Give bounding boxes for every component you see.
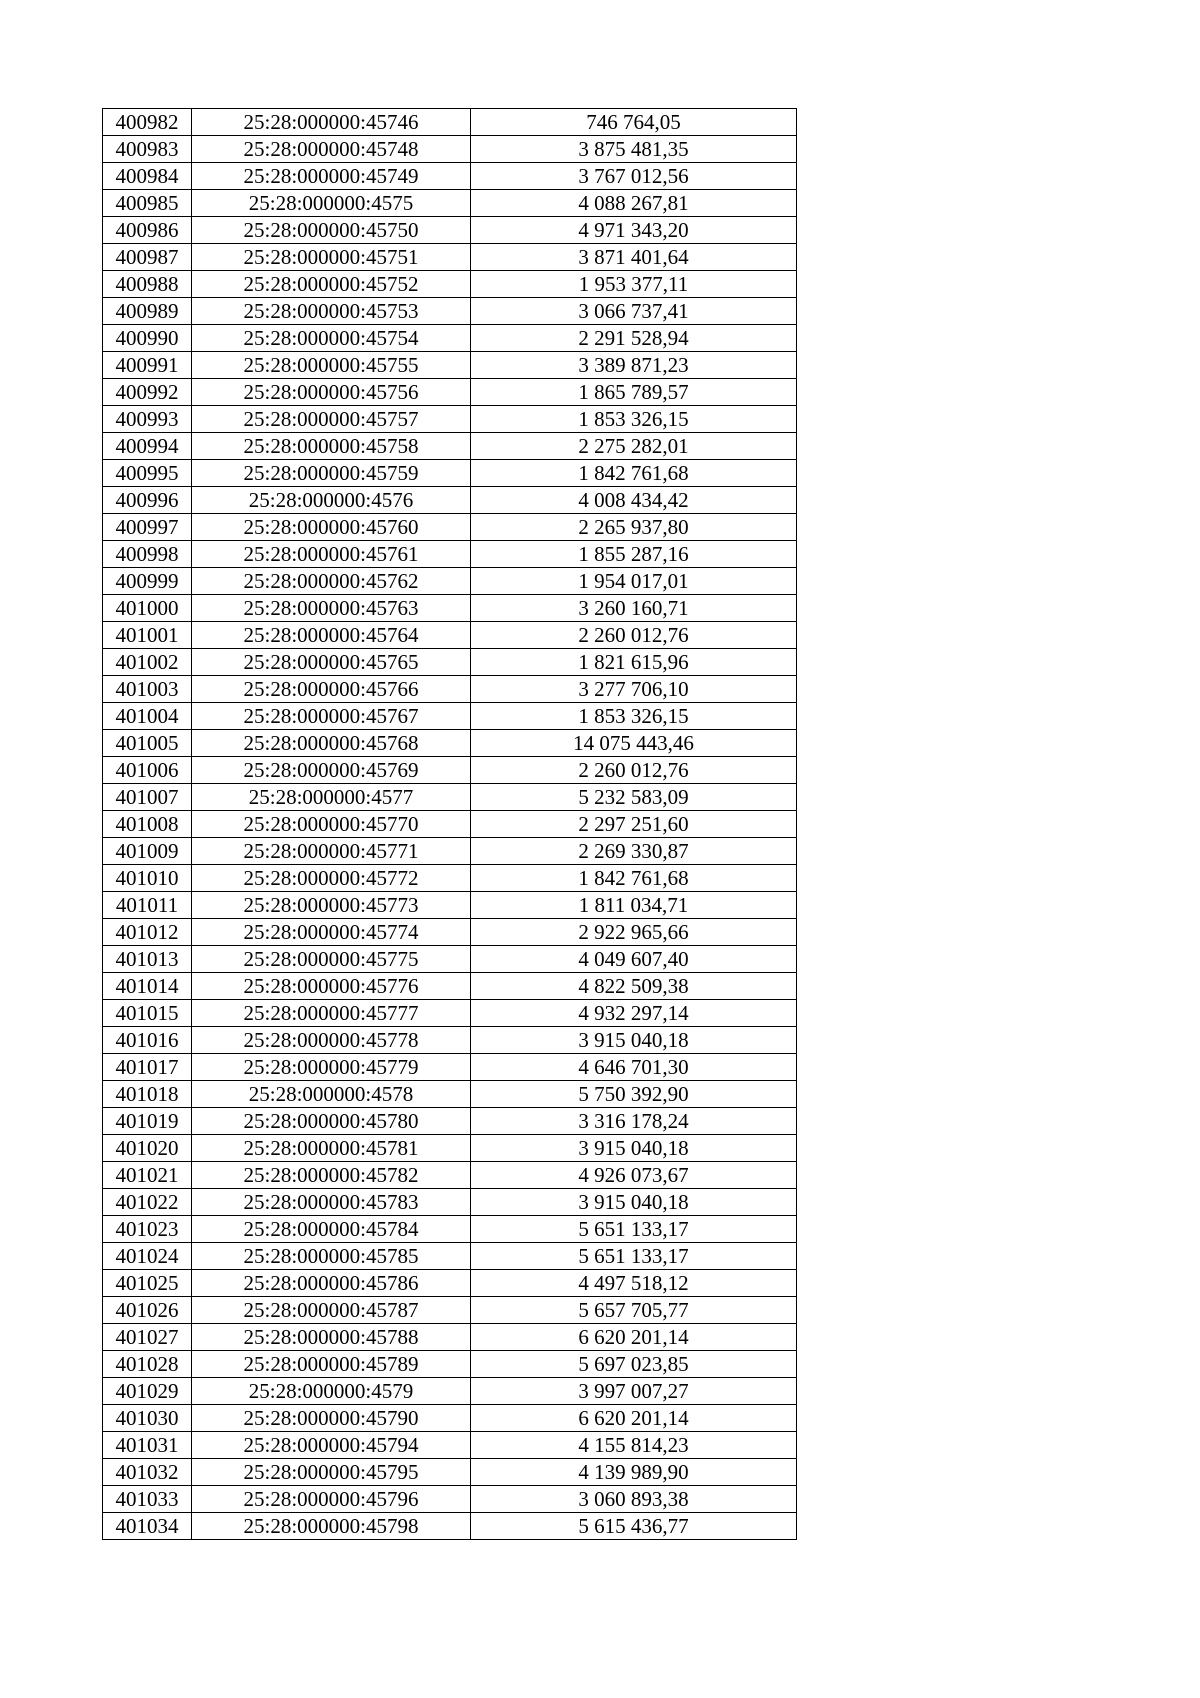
cadastral-number-cell: 25:28:000000:45759: [192, 460, 471, 487]
row-number-cell: 400993: [103, 406, 192, 433]
cadastral-value-cell: 1 842 761,68: [471, 460, 797, 487]
table-row: [103, 568, 797, 595]
cadastral-value-cell: 6 620 201,14: [471, 1324, 797, 1351]
cadastral-value-cell: 1 821 615,96: [471, 649, 797, 676]
cadastral-number-cell: 25:28:000000:45748: [192, 136, 471, 163]
table-row: [103, 244, 797, 271]
cadastral-value-cell: 4 139 989,90: [471, 1459, 797, 1486]
cadastral-number-cell: 25:28:000000:4575: [192, 190, 471, 217]
row-number-cell: 401001: [103, 622, 192, 649]
table-row: [103, 703, 797, 730]
row-number-cell: 400997: [103, 514, 192, 541]
cadastral-value-cell: 1 842 761,68: [471, 865, 797, 892]
table-row: [103, 1459, 797, 1486]
cadastral-value-table: [102, 108, 797, 1540]
row-number-cell: 400987: [103, 244, 192, 271]
table-row: [103, 730, 797, 757]
row-number-cell: 401027: [103, 1324, 192, 1351]
row-number-cell: 401029: [103, 1378, 192, 1405]
cadastral-number-cell: 25:28:000000:45750: [192, 217, 471, 244]
cadastral-number-cell: 25:28:000000:45772: [192, 865, 471, 892]
table-row: [103, 271, 797, 298]
table-row: [103, 1054, 797, 1081]
cadastral-value-cell: 5 750 392,90: [471, 1081, 797, 1108]
row-number-cell: 401031: [103, 1432, 192, 1459]
table-row: [103, 649, 797, 676]
row-number-cell: 401017: [103, 1054, 192, 1081]
cadastral-value-cell: 3 066 737,41: [471, 298, 797, 325]
row-number-cell: 400982: [103, 109, 192, 136]
row-number-cell: 401010: [103, 865, 192, 892]
row-number-cell: 400990: [103, 325, 192, 352]
cadastral-number-cell: 25:28:000000:45754: [192, 325, 471, 352]
cadastral-number-cell: 25:28:000000:45775: [192, 946, 471, 973]
cadastral-value-cell: 5 651 133,17: [471, 1216, 797, 1243]
cadastral-number-cell: 25:28:000000:45787: [192, 1297, 471, 1324]
table-row: [103, 784, 797, 811]
cadastral-value-cell: 4 932 297,14: [471, 1000, 797, 1027]
row-number-cell: 400986: [103, 217, 192, 244]
cadastral-value-cell: 3 997 007,27: [471, 1378, 797, 1405]
row-number-cell: 401004: [103, 703, 192, 730]
cadastral-value-cell: 3 915 040,18: [471, 1189, 797, 1216]
cadastral-number-cell: 25:28:000000:4576: [192, 487, 471, 514]
row-number-cell: 401033: [103, 1486, 192, 1513]
table-row: [103, 514, 797, 541]
cadastral-number-cell: 25:28:000000:4579: [192, 1378, 471, 1405]
table-row: [103, 757, 797, 784]
table-row: [103, 595, 797, 622]
table-row: [103, 973, 797, 1000]
cadastral-number-cell: 25:28:000000:45762: [192, 568, 471, 595]
table-row: [103, 379, 797, 406]
row-number-cell: 401019: [103, 1108, 192, 1135]
cadastral-value-cell: 2 265 937,80: [471, 514, 797, 541]
cadastral-value-cell: 4 049 607,40: [471, 946, 797, 973]
row-number-cell: 401006: [103, 757, 192, 784]
table-row: [103, 1243, 797, 1270]
table-row: [103, 1135, 797, 1162]
table-row: [103, 352, 797, 379]
cadastral-value-cell: 3 060 893,38: [471, 1486, 797, 1513]
cadastral-value-cell: 3 915 040,18: [471, 1027, 797, 1054]
cadastral-value-cell: 3 316 178,24: [471, 1108, 797, 1135]
cadastral-value-cell: 4 155 814,23: [471, 1432, 797, 1459]
cadastral-value-cell: 5 615 436,77: [471, 1513, 797, 1540]
cadastral-number-cell: 25:28:000000:45752: [192, 271, 471, 298]
cadastral-number-cell: 25:28:000000:45763: [192, 595, 471, 622]
cadastral-number-cell: 25:28:000000:45756: [192, 379, 471, 406]
row-number-cell: 401021: [103, 1162, 192, 1189]
cadastral-number-cell: 25:28:000000:4578: [192, 1081, 471, 1108]
row-number-cell: 400984: [103, 163, 192, 190]
table-row: [103, 460, 797, 487]
cadastral-value-cell: 2 260 012,76: [471, 757, 797, 784]
cadastral-number-cell: 25:28:000000:45773: [192, 892, 471, 919]
row-number-cell: 401030: [103, 1405, 192, 1432]
cadastral-value-cell: 3 875 481,35: [471, 136, 797, 163]
cadastral-value-cell: 1 953 377,11: [471, 271, 797, 298]
row-number-cell: 401023: [103, 1216, 192, 1243]
table-row: [103, 892, 797, 919]
cadastral-value-cell: 5 657 705,77: [471, 1297, 797, 1324]
row-number-cell: 400996: [103, 487, 192, 514]
table-row: [103, 1270, 797, 1297]
cadastral-number-cell: 25:28:000000:45774: [192, 919, 471, 946]
cadastral-value-cell: 1 855 287,16: [471, 541, 797, 568]
table-row: [103, 1000, 797, 1027]
cadastral-number-cell: 25:28:000000:45768: [192, 730, 471, 757]
cadastral-number-cell: 25:28:000000:45755: [192, 352, 471, 379]
row-number-cell: 401032: [103, 1459, 192, 1486]
table-body: [103, 109, 797, 1540]
cadastral-value-cell: 14 075 443,46: [471, 730, 797, 757]
row-number-cell: 400989: [103, 298, 192, 325]
table-row: [103, 217, 797, 244]
cadastral-value-cell: 746 764,05: [471, 109, 797, 136]
table-row: [103, 865, 797, 892]
row-number-cell: 400992: [103, 379, 192, 406]
row-number-cell: 400991: [103, 352, 192, 379]
cadastral-value-cell: 4 646 701,30: [471, 1054, 797, 1081]
table-row: [103, 1432, 797, 1459]
cadastral-value-cell: 5 697 023,85: [471, 1351, 797, 1378]
cadastral-number-cell: 25:28:000000:45769: [192, 757, 471, 784]
cadastral-value-cell: 4 926 073,67: [471, 1162, 797, 1189]
cadastral-number-cell: 25:28:000000:45776: [192, 973, 471, 1000]
cadastral-value-cell: 4 008 434,42: [471, 487, 797, 514]
cadastral-number-cell: 25:28:000000:45786: [192, 1270, 471, 1297]
cadastral-value-cell: 3 389 871,23: [471, 352, 797, 379]
cadastral-number-cell: 25:28:000000:45780: [192, 1108, 471, 1135]
row-number-cell: 401013: [103, 946, 192, 973]
cadastral-number-cell: 25:28:000000:45781: [192, 1135, 471, 1162]
table-row: [103, 1216, 797, 1243]
cadastral-number-cell: 25:28:000000:45778: [192, 1027, 471, 1054]
row-number-cell: 401022: [103, 1189, 192, 1216]
cadastral-number-cell: 25:28:000000:45766: [192, 676, 471, 703]
table-row: [103, 676, 797, 703]
table-row: [103, 109, 797, 136]
cadastral-number-cell: 25:28:000000:45770: [192, 811, 471, 838]
row-number-cell: 401016: [103, 1027, 192, 1054]
row-number-cell: 401020: [103, 1135, 192, 1162]
table-row: [103, 1297, 797, 1324]
table-row: [103, 1027, 797, 1054]
cadastral-number-cell: 25:28:000000:45788: [192, 1324, 471, 1351]
cadastral-number-cell: 25:28:000000:45758: [192, 433, 471, 460]
cadastral-value-cell: 3 915 040,18: [471, 1135, 797, 1162]
cadastral-number-cell: 25:28:000000:45777: [192, 1000, 471, 1027]
cadastral-value-cell: 1 853 326,15: [471, 406, 797, 433]
table-row: [103, 1378, 797, 1405]
table-row: [103, 1081, 797, 1108]
cadastral-number-cell: 25:28:000000:45783: [192, 1189, 471, 1216]
cadastral-number-cell: 25:28:000000:45746: [192, 109, 471, 136]
cadastral-number-cell: 25:28:000000:45795: [192, 1459, 471, 1486]
row-number-cell: 400985: [103, 190, 192, 217]
cadastral-value-cell: 4 822 509,38: [471, 973, 797, 1000]
row-number-cell: 401024: [103, 1243, 192, 1270]
row-number-cell: 401012: [103, 919, 192, 946]
row-number-cell: 401025: [103, 1270, 192, 1297]
cadastral-number-cell: 25:28:000000:45785: [192, 1243, 471, 1270]
table-row: [103, 1486, 797, 1513]
table-row: [103, 1324, 797, 1351]
cadastral-number-cell: 25:28:000000:45751: [192, 244, 471, 271]
cadastral-number-cell: 25:28:000000:45794: [192, 1432, 471, 1459]
cadastral-number-cell: 25:28:000000:45789: [192, 1351, 471, 1378]
cadastral-number-cell: 25:28:000000:45760: [192, 514, 471, 541]
row-number-cell: 401008: [103, 811, 192, 838]
table-row: [103, 325, 797, 352]
cadastral-value-cell: 1 954 017,01: [471, 568, 797, 595]
cadastral-number-cell: 25:28:000000:45767: [192, 703, 471, 730]
cadastral-value-cell: 5 651 133,17: [471, 1243, 797, 1270]
row-number-cell: 401034: [103, 1513, 192, 1540]
table-row: [103, 1405, 797, 1432]
cadastral-number-cell: 25:28:000000:45796: [192, 1486, 471, 1513]
cadastral-value-cell: 6 620 201,14: [471, 1405, 797, 1432]
cadastral-value-cell: 5 232 583,09: [471, 784, 797, 811]
row-number-cell: 400998: [103, 541, 192, 568]
cadastral-value-cell: 4 497 518,12: [471, 1270, 797, 1297]
cadastral-value-cell: 2 275 282,01: [471, 433, 797, 460]
table-row: [103, 298, 797, 325]
cadastral-number-cell: 25:28:000000:45757: [192, 406, 471, 433]
row-number-cell: 400999: [103, 568, 192, 595]
row-number-cell: 400995: [103, 460, 192, 487]
table-row: [103, 919, 797, 946]
table-row: [103, 1189, 797, 1216]
table-row: [103, 1108, 797, 1135]
cadastral-number-cell: 25:28:000000:45771: [192, 838, 471, 865]
row-number-cell: 401007: [103, 784, 192, 811]
table-row: [103, 136, 797, 163]
cadastral-value-cell: 1 811 034,71: [471, 892, 797, 919]
row-number-cell: 401005: [103, 730, 192, 757]
cadastral-value-cell: 3 871 401,64: [471, 244, 797, 271]
table-row: [103, 487, 797, 514]
table-row: [103, 433, 797, 460]
table-row: [103, 1162, 797, 1189]
cadastral-number-cell: 25:28:000000:45798: [192, 1513, 471, 1540]
table-row: [103, 406, 797, 433]
cadastral-number-cell: 25:28:000000:45753: [192, 298, 471, 325]
table-row: [103, 946, 797, 973]
cadastral-number-cell: 25:28:000000:45779: [192, 1054, 471, 1081]
cadastral-number-cell: 25:28:000000:45764: [192, 622, 471, 649]
cadastral-number-cell: 25:28:000000:45749: [192, 163, 471, 190]
cadastral-value-cell: 2 291 528,94: [471, 325, 797, 352]
cadastral-value-cell: 2 269 330,87: [471, 838, 797, 865]
cadastral-number-cell: 25:28:000000:45761: [192, 541, 471, 568]
cadastral-value-cell: 4 088 267,81: [471, 190, 797, 217]
cadastral-value-cell: 1 853 326,15: [471, 703, 797, 730]
cadastral-value-cell: 2 260 012,76: [471, 622, 797, 649]
table-row: [103, 838, 797, 865]
row-number-cell: 400988: [103, 271, 192, 298]
cadastral-value-cell: 3 277 706,10: [471, 676, 797, 703]
row-number-cell: 401028: [103, 1351, 192, 1378]
row-number-cell: 400994: [103, 433, 192, 460]
table-row: [103, 1513, 797, 1540]
row-number-cell: 401015: [103, 1000, 192, 1027]
table-row: [103, 622, 797, 649]
row-number-cell: 401003: [103, 676, 192, 703]
row-number-cell: 401009: [103, 838, 192, 865]
row-number-cell: 401026: [103, 1297, 192, 1324]
cadastral-number-cell: 25:28:000000:45765: [192, 649, 471, 676]
cadastral-value-cell: 4 971 343,20: [471, 217, 797, 244]
table-row: [103, 1351, 797, 1378]
cadastral-number-cell: 25:28:000000:45784: [192, 1216, 471, 1243]
row-number-cell: 401000: [103, 595, 192, 622]
cadastral-value-cell: 2 922 965,66: [471, 919, 797, 946]
cadastral-value-cell: 1 865 789,57: [471, 379, 797, 406]
cadastral-number-cell: 25:28:000000:45790: [192, 1405, 471, 1432]
row-number-cell: 401002: [103, 649, 192, 676]
table-row: [103, 163, 797, 190]
cadastral-value-cell: 3 767 012,56: [471, 163, 797, 190]
cadastral-number-cell: 25:28:000000:45782: [192, 1162, 471, 1189]
table-row: [103, 541, 797, 568]
cadastral-value-cell: 2 297 251,60: [471, 811, 797, 838]
table-row: [103, 811, 797, 838]
table-row: [103, 190, 797, 217]
row-number-cell: 401011: [103, 892, 192, 919]
cadastral-value-cell: 3 260 160,71: [471, 595, 797, 622]
row-number-cell: 401014: [103, 973, 192, 1000]
cadastral-number-cell: 25:28:000000:4577: [192, 784, 471, 811]
row-number-cell: 400983: [103, 136, 192, 163]
row-number-cell: 401018: [103, 1081, 192, 1108]
